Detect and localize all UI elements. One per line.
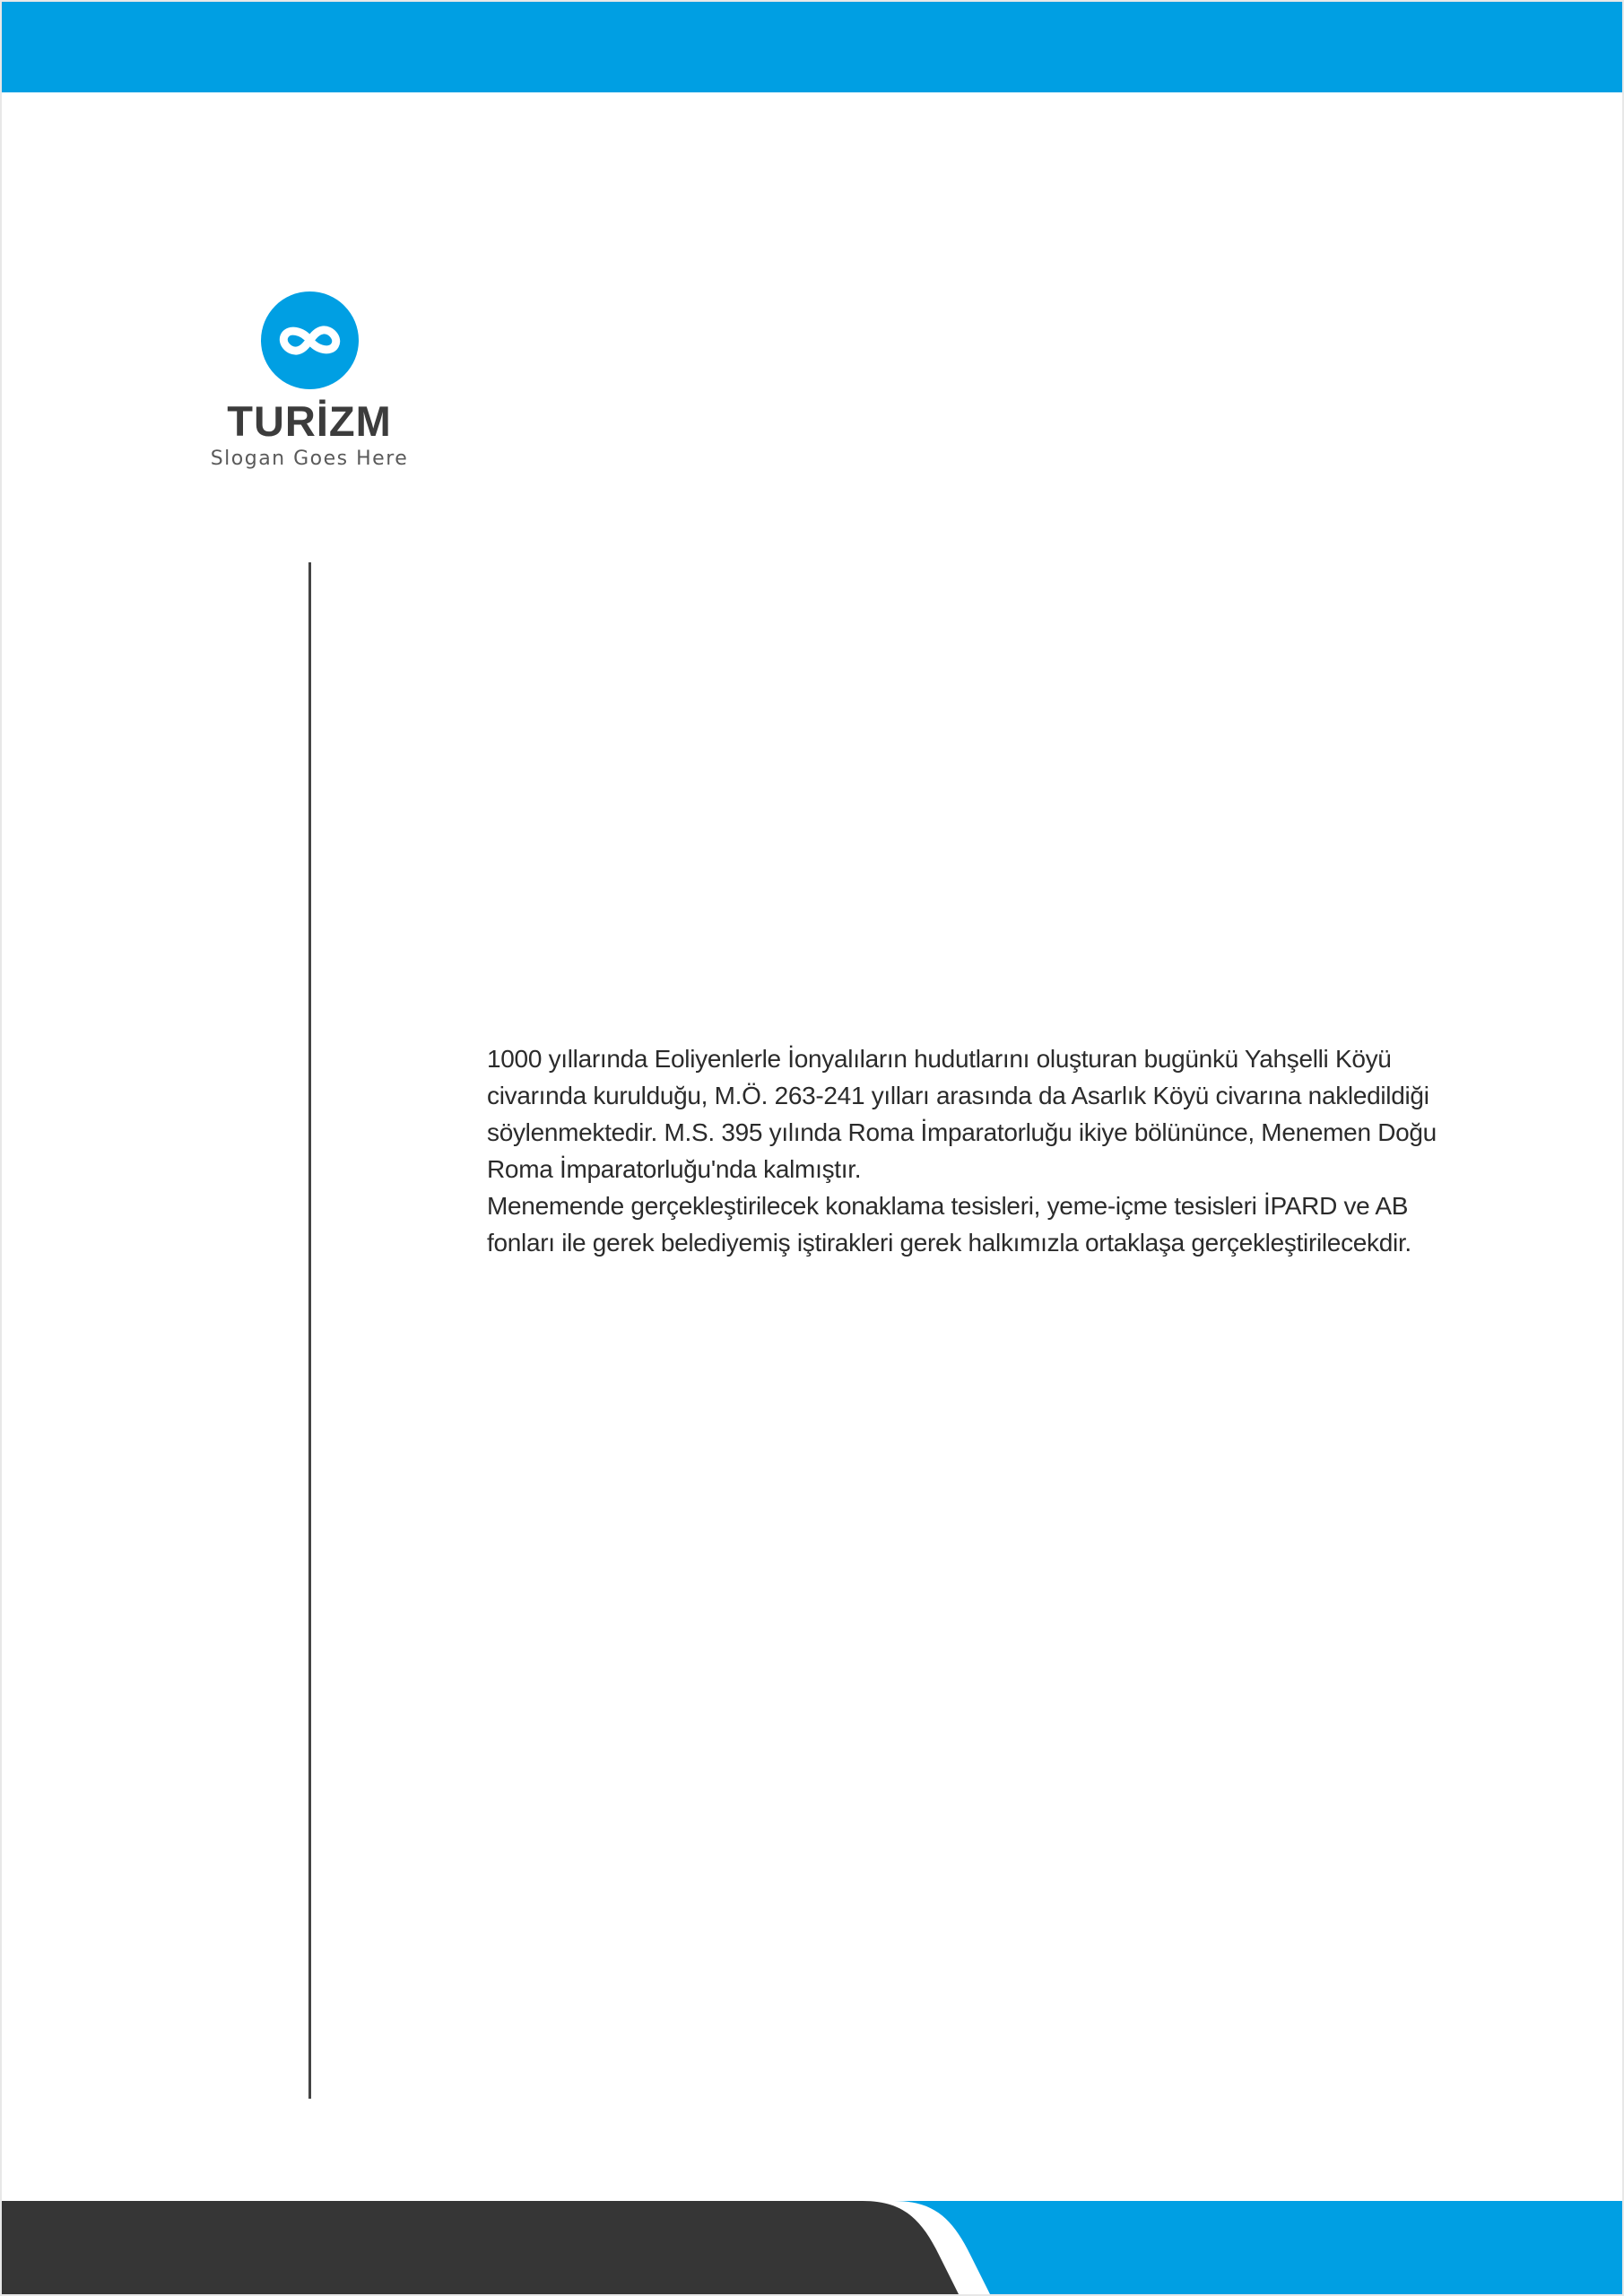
vertical-divider: [308, 562, 311, 2099]
footer-dark: [2, 2201, 959, 2294]
brand-name: TURİZM: [227, 397, 392, 445]
infinity-icon: [261, 291, 359, 389]
body-paragraph: 1000 yıllarında Eoliyenlerle İonyalıların hudutlarını oluşturan bugünkü Yahşelli Köyü civarında kurulduğu, M.Ö. 263-241 yılları arasında da Asarlık Köyü civarına nakledildiği söylenmektedir. M.S. 395 yılında Roma İmparatorluğu ikiye bölününce, Menemen Doğu Roma İmparatorluğu'nda kalmıştır.: [487, 1045, 1437, 1183]
footer-band: [2, 2201, 1622, 2294]
brand-logo: [188, 291, 430, 480]
header-band: [2, 2, 1622, 92]
body-paragraph: Menemende gerçekleştirilecek konaklama tesisleri, yeme-içme tesisleri İPARD ve AB fonları ile gerek belediyemiş iştirakleri gerek halkımızla ortaklaşa gerçekleştirilecekdir.: [487, 1192, 1411, 1257]
brand-slogan: Slogan Goes Here: [210, 448, 409, 470]
logo-badge: [261, 291, 359, 389]
letter-body: [487, 1040, 1464, 1261]
